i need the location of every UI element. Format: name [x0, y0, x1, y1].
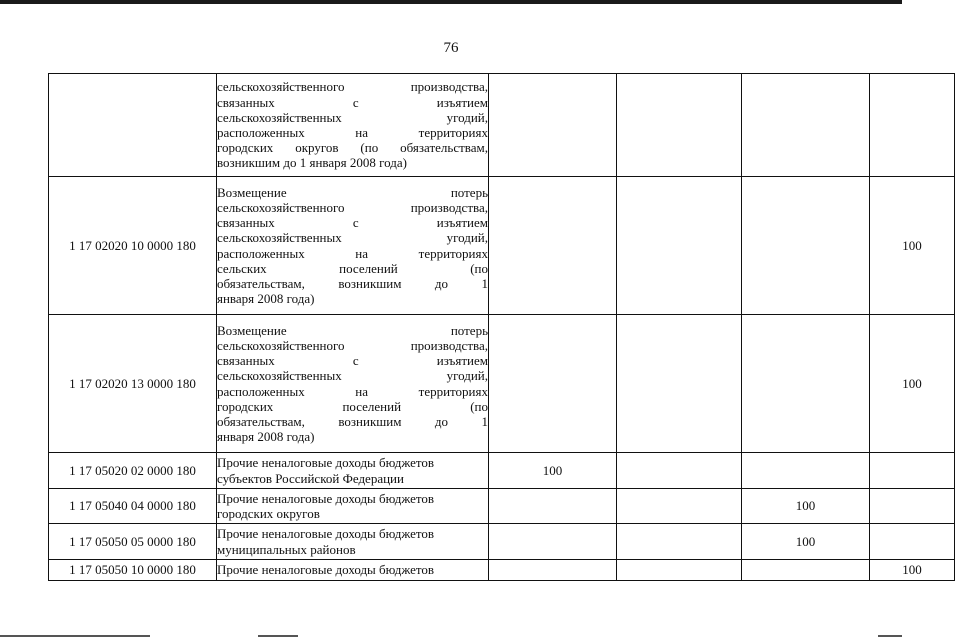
- value-cell-regional: [489, 177, 617, 315]
- value-cell-regional: [489, 560, 617, 581]
- description-line: Прочие неналоговые доходы бюджетов: [217, 526, 435, 542]
- budget-code-cell: 1 17 05050 05 0000 180: [49, 524, 217, 560]
- value-cell-settlement: 100: [870, 177, 955, 315]
- table-row: [49, 74, 955, 177]
- value-cell-settlement: [870, 524, 955, 560]
- revenue-name-cell: [217, 560, 489, 581]
- budget-revenue-table: [48, 73, 955, 581]
- value-cell-district: [617, 315, 742, 453]
- budget-code-cell: 1 17 05050 10 0000 180: [49, 560, 217, 581]
- budget-code-cell: 1 17 05020 02 0000 180: [49, 453, 217, 489]
- value-cell-settlement: [870, 453, 955, 489]
- value-cell-regional: [489, 74, 617, 177]
- table-body: [49, 74, 955, 581]
- value-cell-settlement: 100: [870, 560, 955, 581]
- value-cell-district: [617, 524, 742, 560]
- scan-mark: [258, 635, 298, 637]
- value-cell-regional: 100: [489, 453, 617, 489]
- description-line: сельскохозяйственного производства,: [217, 79, 488, 95]
- revenue-name-cell: [217, 489, 489, 524]
- top-border-rule: [0, 0, 902, 4]
- value-cell-regional: [489, 524, 617, 560]
- value-cell-urban-district: [742, 177, 870, 315]
- table-row: [49, 489, 955, 524]
- value-cell-regional: [489, 489, 617, 524]
- description-line: сельскохозяйственных угодий,: [217, 109, 488, 125]
- description-line: января 2008 года): [217, 429, 315, 445]
- description-line: Прочие неналоговые доходы бюджетов: [217, 562, 435, 578]
- revenue-name-cell: [217, 453, 489, 489]
- description-line: муниципальных районов: [217, 541, 356, 557]
- value-cell-urban-district: [742, 315, 870, 453]
- description-line: расположенных на территориях: [217, 245, 488, 261]
- scan-mark: [0, 635, 150, 637]
- description-line: расположенных на территориях: [217, 125, 488, 140]
- table-row: [49, 453, 955, 489]
- description-line: сельскохозяйственных угодий,: [217, 230, 488, 246]
- revenue-name-cell: [217, 74, 489, 177]
- description-line: городских округов: [217, 506, 320, 521]
- description-line: сельскохозяйственного производства,: [217, 337, 488, 353]
- description-line: сельских поселений (по: [217, 260, 488, 276]
- revenue-name-cell: [217, 524, 489, 560]
- value-cell-urban-district: [742, 560, 870, 581]
- table-row: [49, 177, 955, 315]
- value-cell-district: [617, 74, 742, 177]
- revenue-name-cell: [217, 315, 489, 453]
- value-cell-settlement: 100: [870, 315, 955, 453]
- value-cell-district: [617, 177, 742, 315]
- value-cell-settlement: [870, 74, 955, 177]
- description-line: Прочие неналоговые доходы бюджетов: [217, 455, 435, 471]
- description-line: обязательствам, возникшим до 1: [217, 275, 488, 291]
- scan-edge-marks: [0, 632, 902, 640]
- budget-code-cell: 1 17 02020 13 0000 180: [49, 315, 217, 453]
- description-line: субъектов Российской Федерации: [217, 470, 404, 486]
- value-cell-district: [617, 453, 742, 489]
- value-cell-urban-district: 100: [742, 489, 870, 524]
- description-line: связанных с изъятием: [217, 215, 488, 231]
- description-line: сельскохозяйственного производства,: [217, 199, 488, 215]
- budget-code-cell: 1 17 05040 04 0000 180: [49, 489, 217, 524]
- table-row: [49, 315, 955, 453]
- description-line: возникшим до 1 января 2008 года): [217, 155, 407, 171]
- budget-code-cell: [49, 74, 217, 177]
- description-line: Возмещение потерь: [217, 184, 488, 200]
- page-number: 76: [443, 40, 459, 56]
- revenue-name-cell: [217, 177, 489, 315]
- scan-mark: [878, 635, 902, 637]
- table-row: [49, 560, 955, 581]
- value-cell-regional: [489, 315, 617, 453]
- table-row: [49, 524, 955, 560]
- value-cell-district: [617, 560, 742, 581]
- value-cell-urban-district: 100: [742, 524, 870, 560]
- value-cell-urban-district: [742, 74, 870, 177]
- description-line: Возмещение потерь: [217, 322, 488, 338]
- description-line: обязательствам, возникшим до 1: [217, 413, 488, 429]
- value-cell-district: [617, 489, 742, 524]
- description-line: расположенных на территориях: [217, 383, 488, 399]
- description-line: сельскохозяйственных угодий,: [217, 368, 488, 384]
- budget-code-cell: 1 17 02020 10 0000 180: [49, 177, 217, 315]
- description-line: городских округов (по обязательствам,: [217, 140, 488, 156]
- value-cell-settlement: [870, 489, 955, 524]
- value-cell-urban-district: [742, 453, 870, 489]
- description-line: связанных с изъятием: [217, 353, 488, 369]
- description-line: связанных с изъятием: [217, 94, 488, 110]
- description-line: января 2008 года): [217, 291, 315, 307]
- description-line: городских поселений (по: [217, 398, 488, 414]
- description-line: Прочие неналоговые доходы бюджетов: [217, 490, 435, 506]
